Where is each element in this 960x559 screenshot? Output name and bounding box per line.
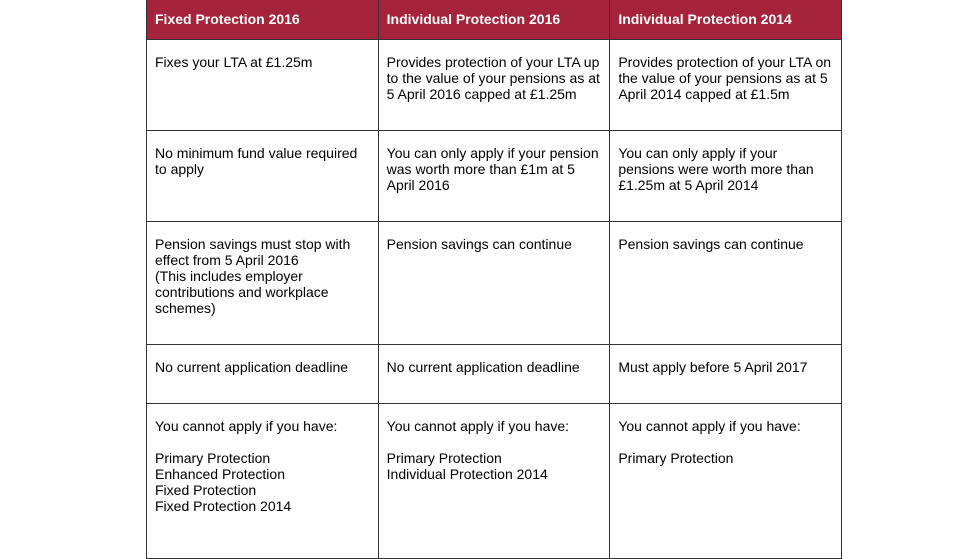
table-cell: No minimum fund value required to apply <box>147 131 379 222</box>
header-fixed-protection-2016: Fixed Protection 2016 <box>147 0 379 40</box>
header-individual-protection-2016: Individual Protection 2016 <box>378 0 610 40</box>
table-header-row <box>147 0 842 40</box>
table-row <box>147 222 842 345</box>
table-cell: Fixes your LTA at £1.25m <box>147 40 379 131</box>
table-cell: Pension savings can continue <box>378 222 610 345</box>
table-cell: Pension savings must stop with effect from 5 April 2016 (This includes employer contributions and workplace schemes) <box>147 222 379 345</box>
table-cell: Provides protection of your LTA up to the value of your pensions as at 5 April 2016 capped at £1.25m <box>378 40 610 131</box>
table-cell: No current application deadline <box>378 345 610 404</box>
table-cell: You can only apply if your pensions were worth more than £1.25m at 5 April 2014 <box>610 131 842 222</box>
table-cell: Provides protection of your LTA on the value of your pensions as at 5 April 2014 capped at £1.5m <box>610 40 842 131</box>
table-row <box>147 40 842 131</box>
table-row <box>147 404 842 559</box>
table-cell: Pension savings can continue <box>610 222 842 345</box>
table-cell: You cannot apply if you have: Primary Protection <box>610 404 842 559</box>
table-cell: You cannot apply if you have: Primary Protection Individual Protection 2014 <box>378 404 610 559</box>
table-cell: Must apply before 5 April 2017 <box>610 345 842 404</box>
table-cell: No current application deadline <box>147 345 379 404</box>
header-individual-protection-2014: Individual Protection 2014 <box>610 0 842 40</box>
table-row <box>147 131 842 222</box>
table-row <box>147 345 842 404</box>
table-cell: You cannot apply if you have: Primary Protection Enhanced Protection Fixed Protection Fixed Protection 2014 <box>147 404 379 559</box>
protection-comparison-table <box>146 0 842 559</box>
table-cell: You can only apply if your pension was worth more than £1m at 5 April 2016 <box>378 131 610 222</box>
